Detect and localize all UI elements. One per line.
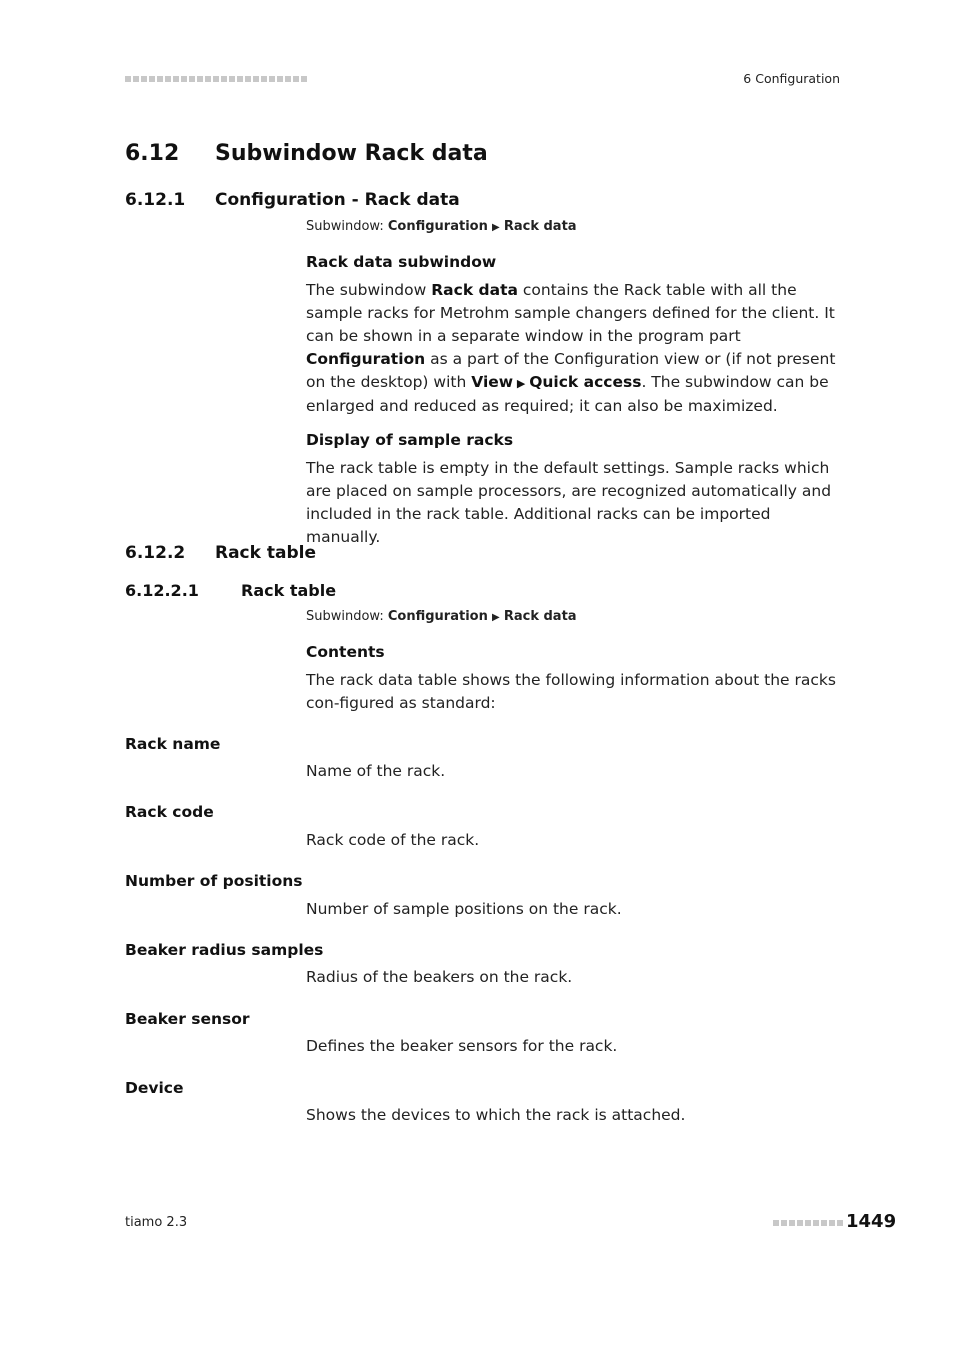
display-sample-racks-paragraph: The rack table is empty in the default settings. Sample racks which are placed on sample processors, are recognized automatically and included in the rack table. Additional racks can be imported manually. bbox=[306, 459, 832, 546]
term-beaker-radius-samples: Beaker radius samples bbox=[125, 941, 324, 959]
term-rack-code: Rack code bbox=[125, 803, 214, 821]
rack-data-subwindow-heading: Rack data subwindow bbox=[306, 253, 497, 271]
section-title: Configuration - Rack data bbox=[215, 190, 460, 210]
term-device: Device bbox=[125, 1079, 184, 1097]
section-heading-6-12-1 bbox=[125, 190, 460, 210]
contents-paragraph: The rack data table shows the following information about the racks con-figured as standard: bbox=[306, 671, 836, 712]
section-number: 6.12 bbox=[125, 141, 180, 166]
display-sample-racks-heading: Display of sample racks bbox=[306, 431, 514, 449]
arrow-right-icon: ▶ bbox=[491, 222, 500, 233]
section-title: Rack table bbox=[241, 581, 337, 600]
term-rack-name: Rack name bbox=[125, 735, 221, 753]
term-beaker-sensor: Beaker sensor bbox=[125, 1010, 250, 1028]
arrow-right-icon: ▶ bbox=[513, 377, 530, 390]
page-number: 1449 bbox=[846, 1211, 897, 1232]
term-number-of-positions: Number of positions bbox=[125, 872, 303, 890]
footer-decoration bbox=[773, 1220, 843, 1226]
section-heading-6-12 bbox=[125, 141, 488, 166]
section-title: Subwindow Rack data bbox=[215, 141, 488, 166]
desc-rack-name: Name of the rack. bbox=[306, 762, 446, 780]
section-number: 6.12.2.1 bbox=[125, 581, 199, 600]
header-chapter: 6 Configuration bbox=[743, 71, 840, 86]
arrow-right-icon: ▶ bbox=[491, 612, 500, 623]
section-heading-6-12-2-1 bbox=[125, 581, 336, 600]
section-heading-6-12-2 bbox=[125, 543, 316, 563]
header-decoration bbox=[125, 76, 307, 82]
desc-rack-code: Rack code of the rack. bbox=[306, 831, 480, 849]
section-number: 6.12.1 bbox=[125, 190, 186, 210]
section-number: 6.12.2 bbox=[125, 543, 186, 563]
subwindow-path: Subwindow: Configuration ▶ Rack data bbox=[306, 219, 577, 234]
desc-device: Shows the devices to which the rack is attached. bbox=[306, 1106, 686, 1124]
section-title: Rack table bbox=[215, 543, 316, 563]
contents-heading: Contents bbox=[306, 643, 385, 661]
desc-beaker-radius-samples: Radius of the beakers on the rack. bbox=[306, 968, 573, 986]
desc-beaker-sensor: Defines the beaker sensors for the rack. bbox=[306, 1037, 618, 1055]
subwindow-path: Subwindow: Configuration ▶ Rack data bbox=[306, 609, 577, 624]
footer-product: tiamo 2.3 bbox=[125, 1215, 188, 1230]
rack-data-subwindow-paragraph: The subwindow Rack data contains the Rack table with all the sample racks for Metrohm sample changers defined for the client. It can be shown in a separate window in the program part Configuration as a part of the Configuration view or (if not present on the desktop) with View ▶ Quick access. The subwindow can be enlarged and reduced as required; it can also be maximized. bbox=[306, 281, 836, 415]
desc-number-of-positions: Number of sample positions on the rack. bbox=[306, 900, 622, 918]
